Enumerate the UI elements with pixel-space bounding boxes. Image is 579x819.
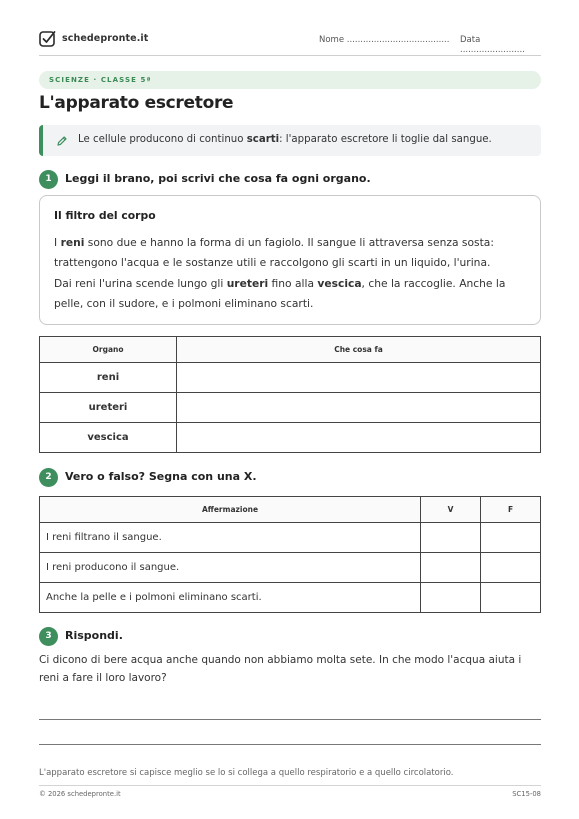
brand-name: schedepronte.it bbox=[62, 33, 149, 44]
answer-line[interactable] bbox=[39, 719, 541, 720]
date-field[interactable]: Data ........................ bbox=[460, 35, 525, 55]
pencil-icon bbox=[56, 135, 68, 147]
column-header-statement: Affermazione bbox=[40, 497, 421, 523]
true-checkbox-cell[interactable] bbox=[421, 523, 481, 553]
statement-cell: I reni producono il sangue. bbox=[40, 553, 421, 583]
page-header bbox=[39, 28, 541, 56]
exercise-2-number: 2 bbox=[39, 468, 58, 487]
sheet-code: SC15-08 bbox=[512, 790, 541, 798]
exercise-3-instruction: Rispondi. bbox=[65, 629, 123, 642]
table-row bbox=[40, 523, 541, 553]
callout-text: Le cellule producono di continuo scarti: l'apparato escretore li toglie dal sangue. bbox=[78, 134, 492, 145]
organ-cell: reni bbox=[40, 363, 177, 393]
exercise-1-number: 1 bbox=[39, 170, 58, 189]
reading-text bbox=[54, 233, 534, 315]
organ-cell: vescica bbox=[40, 423, 177, 453]
column-header-false: F bbox=[481, 497, 541, 523]
question-text: Ci dicono di bere acqua anche quando non abbiamo molta sete. In che modo l'acqua aiuta i reni a fare il loro lavoro? bbox=[39, 654, 522, 684]
false-checkbox-cell[interactable] bbox=[481, 523, 541, 553]
answer-cell[interactable] bbox=[177, 363, 541, 393]
reading-title: Il filtro del corpo bbox=[54, 209, 156, 222]
name-field[interactable]: Nome ...................................... bbox=[319, 35, 450, 45]
column-header-organ: Organo bbox=[40, 337, 177, 363]
footer-divider bbox=[39, 785, 541, 786]
table-row bbox=[40, 423, 541, 453]
reading-box bbox=[39, 195, 541, 325]
true-false-table bbox=[39, 496, 541, 613]
table-row bbox=[40, 583, 541, 613]
column-header-true: V bbox=[421, 497, 481, 523]
reading-line: pelle, con il sudore, e i polmoni eliminano scarti. bbox=[54, 297, 314, 311]
exercise-2-instruction: Vero o falso? Segna con una X. bbox=[65, 470, 257, 483]
table-row bbox=[40, 553, 541, 583]
answer-cell[interactable] bbox=[177, 423, 541, 453]
worksheet-page bbox=[39, 0, 541, 819]
statement-cell: I reni filtrano il sangue. bbox=[40, 523, 421, 553]
subject-tag: SCIENZE · CLASSE 5ª bbox=[39, 71, 541, 89]
reading-line: Dai reni l'urina scende lungo gli ureteri fino alla vescica, che la raccoglie. Anche la bbox=[54, 276, 506, 290]
true-checkbox-cell[interactable] bbox=[421, 553, 481, 583]
true-checkbox-cell[interactable] bbox=[421, 583, 481, 613]
reading-line: I reni sono due e hanno la forma di un fagiolo. Il sangue li attraversa senza sosta: bbox=[54, 236, 494, 249]
copyright: © 2026 schedepronte.it bbox=[39, 790, 121, 798]
reading-line: trattengono l'acqua e le sostanze utili e raccolgono gli scarti in un liquido, l'urina. bbox=[54, 256, 491, 270]
false-checkbox-cell[interactable] bbox=[481, 583, 541, 613]
answer-cell[interactable] bbox=[177, 393, 541, 423]
column-header-function: Che cosa fa bbox=[177, 337, 541, 363]
organ-table bbox=[39, 336, 541, 453]
exercise-3-number: 3 bbox=[39, 627, 58, 646]
footer-note: L'apparato escretore si capisce meglio se lo si collega a quello respiratorio e a quello circolatorio. bbox=[39, 768, 454, 778]
table-row bbox=[40, 363, 541, 393]
checkbox-logo-icon bbox=[39, 30, 56, 48]
answer-line[interactable] bbox=[39, 744, 541, 745]
statement-cell: Anche la pelle e i polmoni eliminano scarti. bbox=[40, 583, 421, 613]
page-title: L'apparato escretore bbox=[39, 93, 234, 113]
table-row bbox=[40, 393, 541, 423]
organ-cell: ureteri bbox=[40, 393, 177, 423]
exercise-1-instruction: Leggi il brano, poi scrivi che cosa fa ogni organo. bbox=[65, 172, 371, 185]
intro-callout bbox=[39, 125, 541, 156]
false-checkbox-cell[interactable] bbox=[481, 553, 541, 583]
